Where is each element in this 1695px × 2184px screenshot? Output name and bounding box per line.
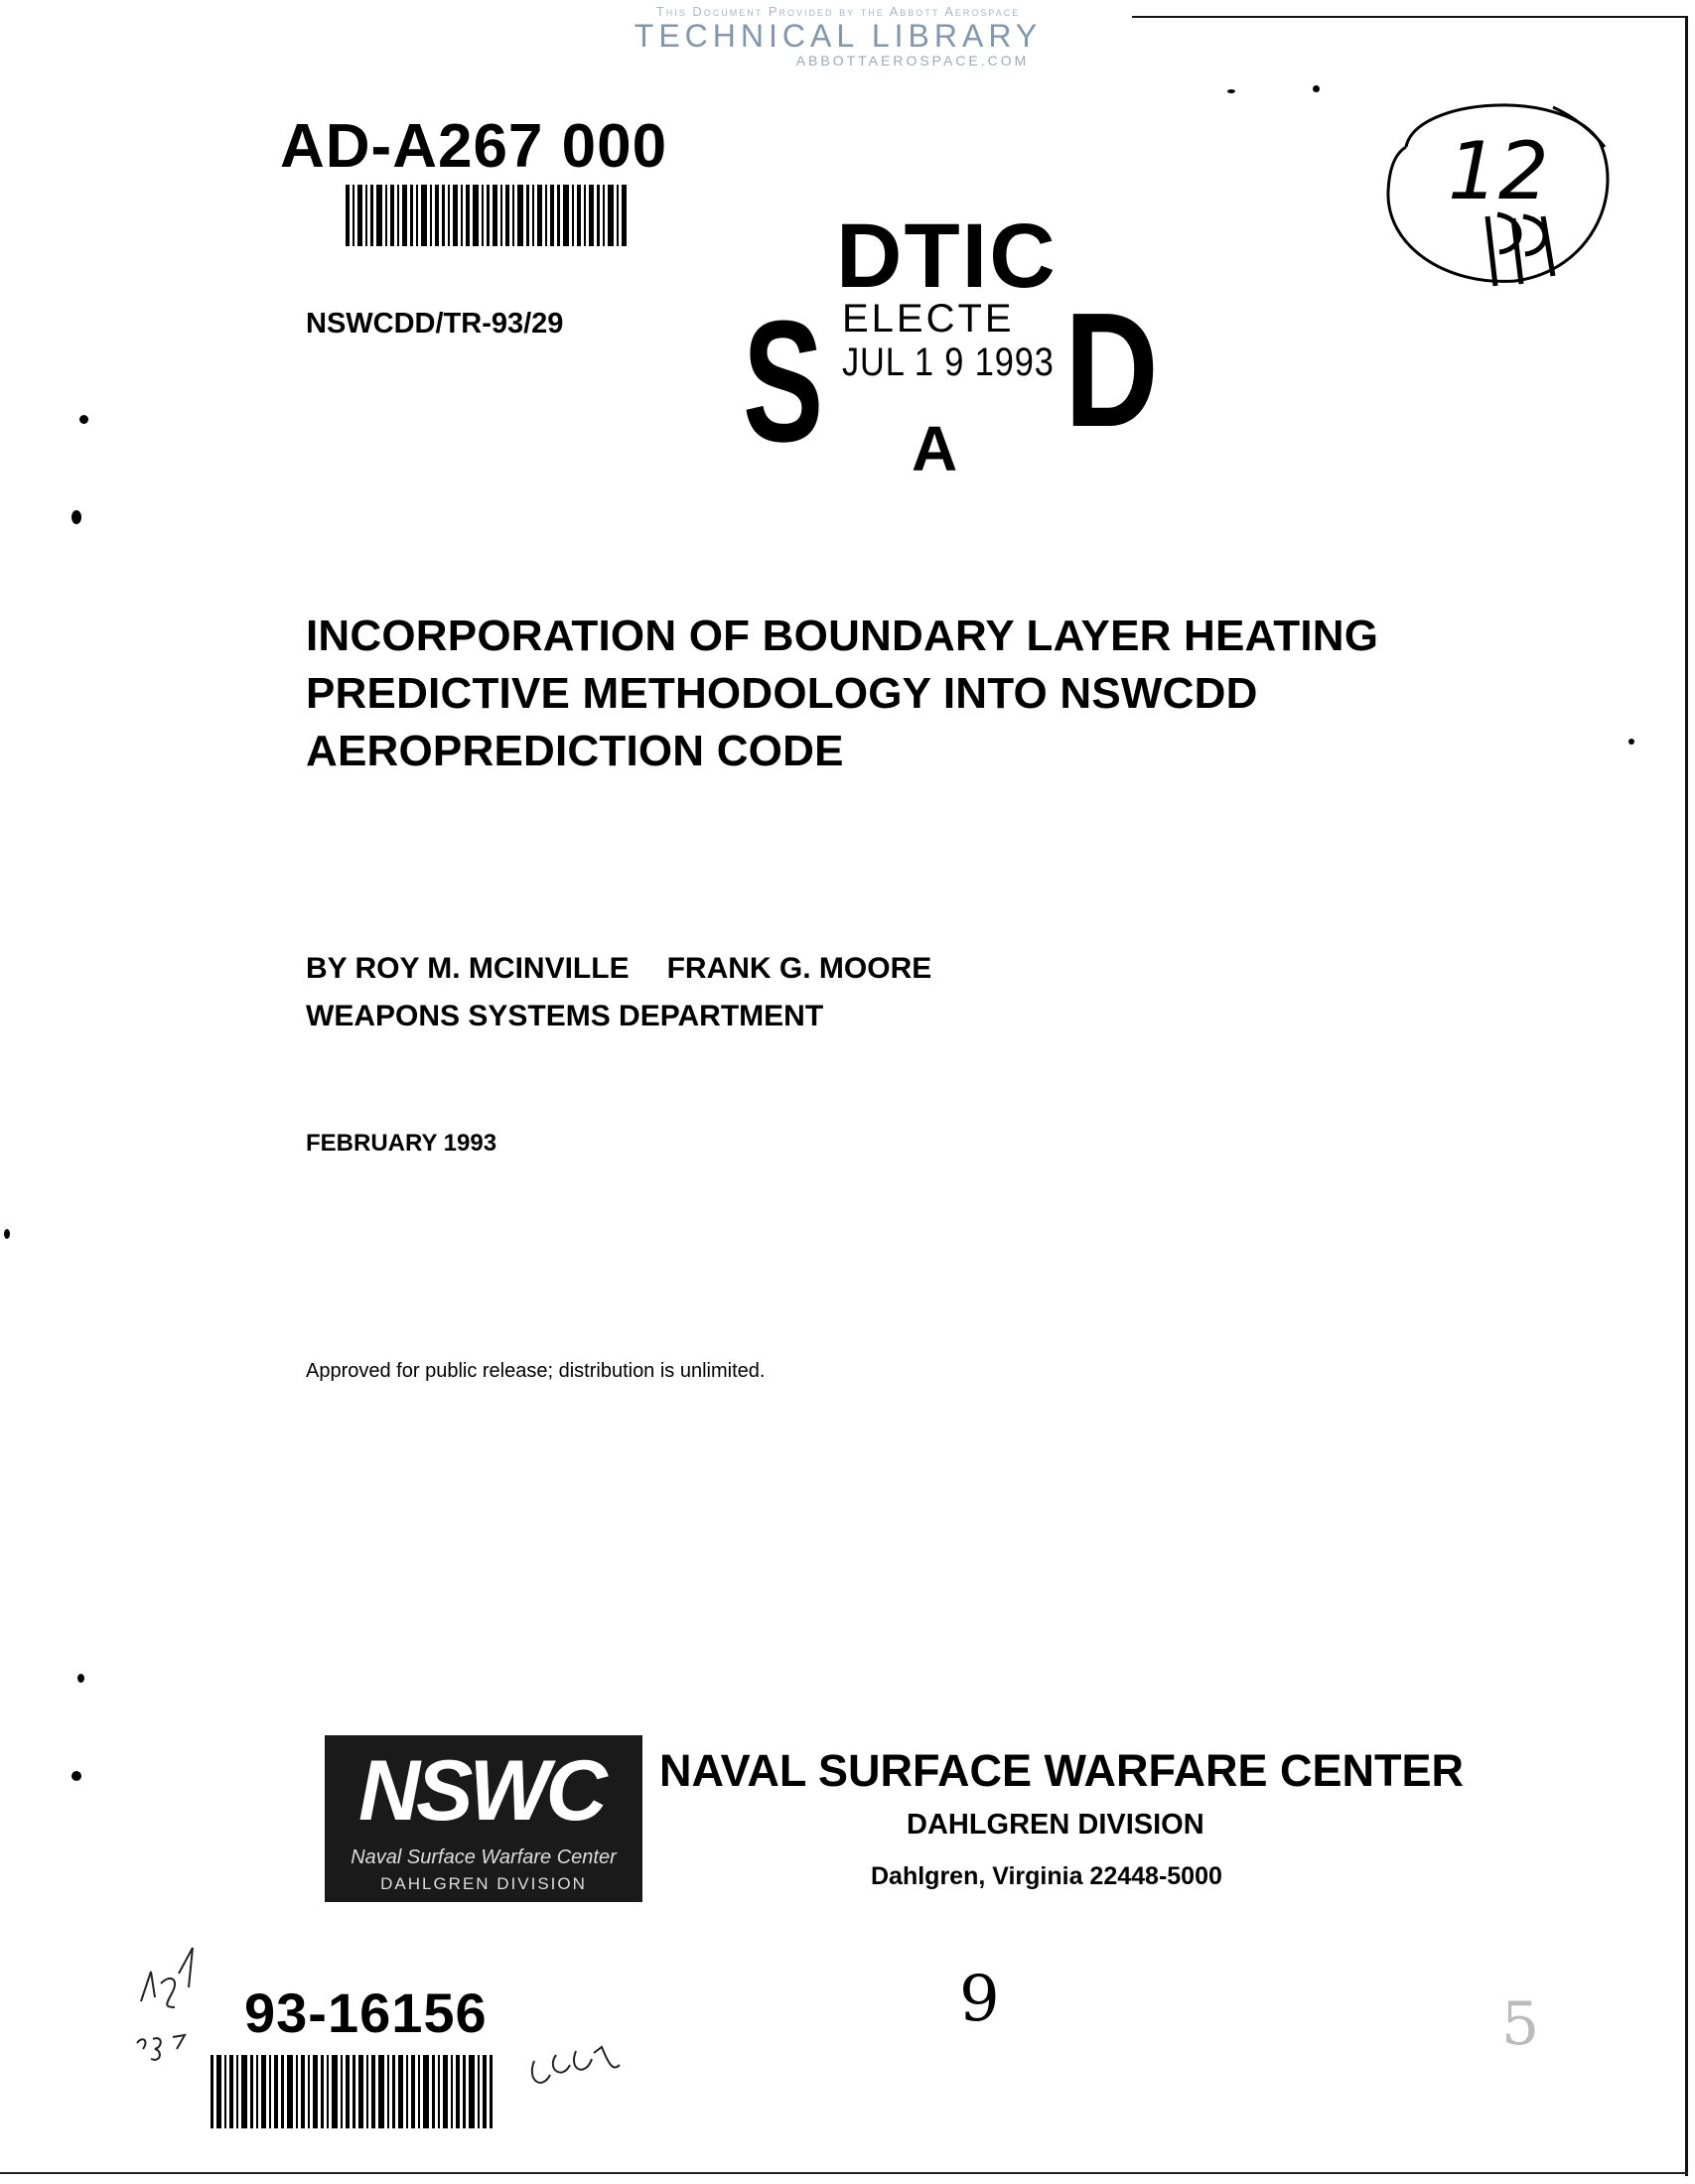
- stamp-letter-d: D: [1064, 279, 1159, 461]
- handwritten-circle-mark: [1376, 87, 1624, 296]
- logo-line-1: Naval Surface Warfare Center: [351, 1846, 617, 1868]
- title-line-1: INCORPORATION OF BOUNDARY LAYER HEATING: [306, 612, 1379, 660]
- publication-date: FEBRUARY 1993: [306, 1130, 497, 1157]
- title-line-2: PREDICTIVE METHODOLOGY INTO NSWCDD: [306, 669, 1258, 718]
- author-2: FRANK G. MOORE: [666, 952, 932, 985]
- stamp-date: JUL 1 9 1993: [842, 341, 1055, 384]
- watermark-top-line: This Document Provided by the Abbott Aerospace: [655, 4, 1021, 19]
- circle-number: 12: [1448, 125, 1549, 217]
- speck: [1227, 89, 1235, 93]
- watermark-url: ABBOTTAEROSPACE.COM: [795, 53, 1030, 68]
- byline: [306, 945, 931, 1040]
- speck: [1313, 85, 1320, 92]
- speck: [77, 1674, 84, 1683]
- speck: [1628, 739, 1634, 745]
- stamp-letter-s: S: [743, 284, 824, 478]
- bottom-mark: 9: [959, 1963, 1000, 2036]
- stamp-letter-a: A: [912, 413, 958, 484]
- dtic-stamp-heading: DTIC: [836, 205, 1058, 307]
- nswc-logo: [325, 1735, 642, 1902]
- page-border-bottom: [0, 2172, 1688, 2174]
- distribution-statement: Approved for public release; distribution is unlimited.: [306, 1360, 766, 1382]
- page-border-right: [1685, 16, 1688, 2176]
- organization-name: NAVAL SURFACE WARFARE CENTER: [659, 1745, 1465, 1796]
- ad-number: AD-A267 000: [280, 112, 668, 181]
- title-line-3: AEROPREDICTION CODE: [306, 727, 844, 775]
- logo-acronym: NSWC: [358, 1743, 604, 1839]
- barcode-bottom: [211, 2055, 494, 2128]
- barcode-top: [346, 185, 630, 246]
- speck: [71, 1771, 81, 1781]
- stamp-electe: ELECTE: [842, 297, 1015, 341]
- document-title: [306, 608, 1378, 780]
- organization-division: DAHLGREN DIVISION: [907, 1809, 1204, 1841]
- library-watermark: [580, 4, 1096, 68]
- accession-number: 93-16156: [244, 1981, 488, 2044]
- speck: [4, 1229, 10, 1239]
- department: WEAPONS SYSTEMS DEPARTMENT: [306, 1000, 824, 1032]
- watermark-main: TECHNICAL LIBRARY: [634, 18, 1043, 54]
- speck: [79, 415, 88, 424]
- author-1: BY ROY M. MCINVILLE: [306, 952, 630, 985]
- logo-line-2: DAHLGREN DIVISION: [380, 1874, 587, 1893]
- faint-mark: 5: [1501, 1989, 1540, 2059]
- organization-address: Dahlgren, Virginia 22448-5000: [871, 1862, 1222, 1890]
- report-number: NSWCDD/TR-93/29: [306, 308, 564, 340]
- speck: [71, 510, 81, 524]
- page-border-top: [1132, 16, 1688, 18]
